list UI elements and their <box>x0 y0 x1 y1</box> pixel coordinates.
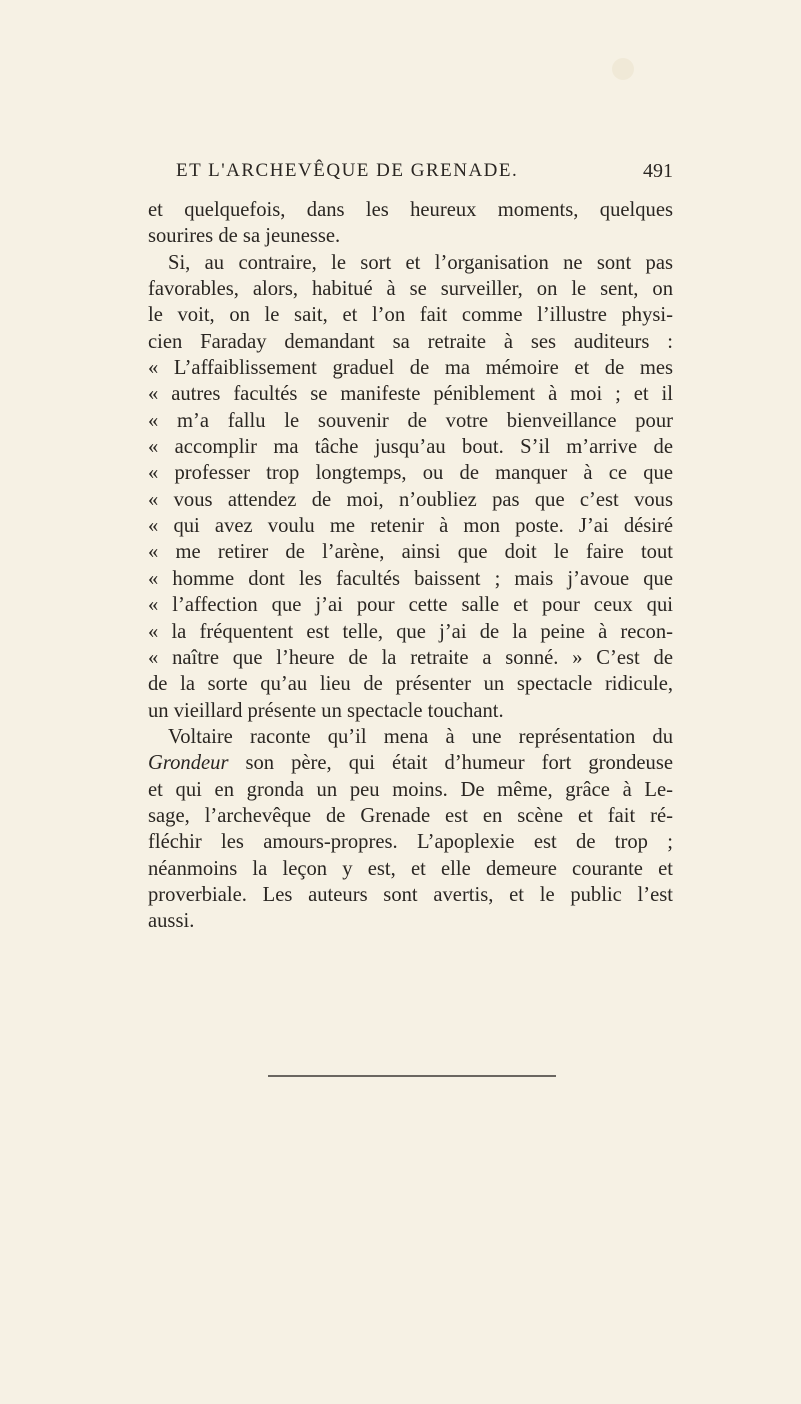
text-line: « accomplir ma tâche jusqu’au bout. S’il m’arrive de <box>148 436 673 459</box>
page-number: 491 <box>643 160 673 182</box>
body-text <box>148 197 673 935</box>
text-line: « qui avez voulu me retenir à mon poste. J’ai désiré <box>148 515 673 538</box>
text-line: de la sorte qu’au lieu de présenter un spectacle ridicule, <box>148 673 673 696</box>
italic-title: Grondeur <box>148 752 229 775</box>
text-line: « vous attendez de moi, n’oubliez pas que c’est vous <box>148 488 673 511</box>
text-line: Si, au contraire, le sort et l’organisation ne sont pas <box>168 251 673 274</box>
end-rule <box>268 1075 556 1077</box>
text-line: un vieillard présente un spectacle touchant. <box>148 699 504 722</box>
running-title: ET L'ARCHEVÊQUE DE GRENADE. <box>176 160 519 181</box>
text-line: sage, l’archevêque de Grenade est en scène et fait ré- <box>148 804 673 827</box>
text-line: et qui en gronda un peu moins. De même, grâce à Le- <box>148 778 673 801</box>
text-line: « L’affaiblissement graduel de ma mémoire et de mes <box>148 357 673 380</box>
text-line: fléchir les amours-propres. L’apoplexie est de trop ; <box>148 831 673 854</box>
text-line <box>148 750 673 776</box>
text-line: « autres facultés se manifeste péniblement à moi ; et il <box>148 383 673 406</box>
text-line: « me retirer de l’arène, ainsi que doit le faire tout <box>148 541 673 564</box>
text-line: « naître que l’heure de la retraite a sonné. » C’est de <box>148 646 673 669</box>
text-line: aussi. <box>148 910 195 933</box>
text-line: le voit, on le sait, et l’on fait comme l’illustre physi- <box>148 304 673 327</box>
text-line <box>148 724 673 750</box>
paper-stain <box>612 58 634 80</box>
text-segment: son père, qui était d’humeur fort grondeuse <box>228 752 673 775</box>
text-line: favorables, alors, habitué à se surveiller, on le sent, on <box>148 278 673 301</box>
text-line: et quelquefois, dans les heureux moments, quelques <box>148 199 673 221</box>
text-line: sourires de sa jeunesse. <box>148 225 341 248</box>
text-line: « homme dont les facultés baissent ; mais j’avoue que <box>148 567 673 590</box>
text-line: « la fréquentent est telle, que j’ai de la peine à recon- <box>148 620 673 643</box>
text-line: « l’affection que j’ai pour cette salle et pour ceux qui <box>148 594 673 617</box>
text-line: « m’a fallu le souvenir de votre bienveillance pour <box>148 409 673 432</box>
running-head <box>176 160 673 188</box>
text-line: néanmoins la leçon y est, et elle demeure courante et <box>148 857 673 880</box>
text-line: cien Faraday demandant sa retraite à ses auditeurs : <box>148 330 673 353</box>
text-line: « professer trop longtemps, ou de manquer à ce que <box>148 462 673 485</box>
text-line: proverbiale. Les auteurs sont avertis, et le public l’est <box>148 883 673 906</box>
text-segment: Voltaire raconte qu’il mena à une représentation du <box>168 725 673 748</box>
